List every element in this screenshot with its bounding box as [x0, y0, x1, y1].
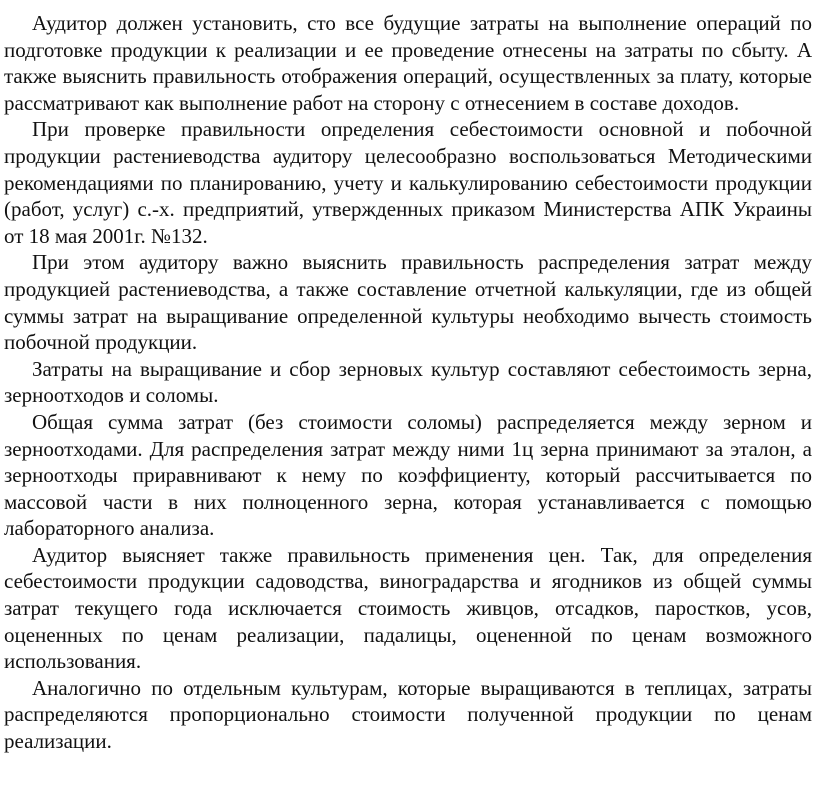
- paragraph-7: Аналогично по отдельным культурам, которые выращиваются в теплицах, затраты распределяются пропорционально стоимости полученной продукции по ценам реализации.: [4, 675, 812, 754]
- paragraph-3: При этом аудитору важно выяснить правильность распределения затрат между продукцией растениеводства, а также составление отчетной калькуляции, где из общей суммы затрат на выращивание определенной культуры необходимо вычесть стоимость побочной продукции.: [4, 250, 812, 355]
- paragraph-1: Аудитор должен установить, сто все будущие затраты на выполнение операций по подготовке продукции к реализации и ее проведение отнесены на затраты по сбыту. А также выяснить правильность отображения операций, осуществленных за плату, которые рассматривают как выполнение работ на сторону с отнесением в составе доходов.: [4, 11, 812, 115]
- paragraph-5: Общая сумма затрат (без стоимости соломы) распределяется между зерном и зерноотходами. Для распределения затрат между ними 1ц зерна принимают за эталон, а зерноотходы приравнивают к нему по коэффициенту, который рассчитывается по массовой части в них полноценного зерна, которая устанавливается с помощью лабораторного анализа.: [4, 409, 812, 541]
- paragraph-2: При проверке правильности определения себестоимости основной и побочной продукции растениеводства аудитору целесообразно воспользоваться Методическими рекомендациями по планированию, учету и калькулированию себестоимости продукции (работ, услуг) с.-х. предприятий, утвержденных приказом Министерства АПК Украины от 18 мая 2001г. №132.: [4, 117, 812, 248]
- paragraph-4: Затраты на выращивание и сбор зерновых культур составляют себестоимость зерна, зерноотходов и соломы.: [4, 356, 812, 408]
- paragraph-6: Аудитор выясняет также правильность применения цен. Так, для определения себестоимости продукции садоводства, виноградарства и ягодников из общей суммы затрат текущего года исключается стоимость живцов, отсадков, паростков, усов, оцененных по ценам реализации, падалицы, оцененной по ценам возможного использования.: [4, 542, 812, 674]
